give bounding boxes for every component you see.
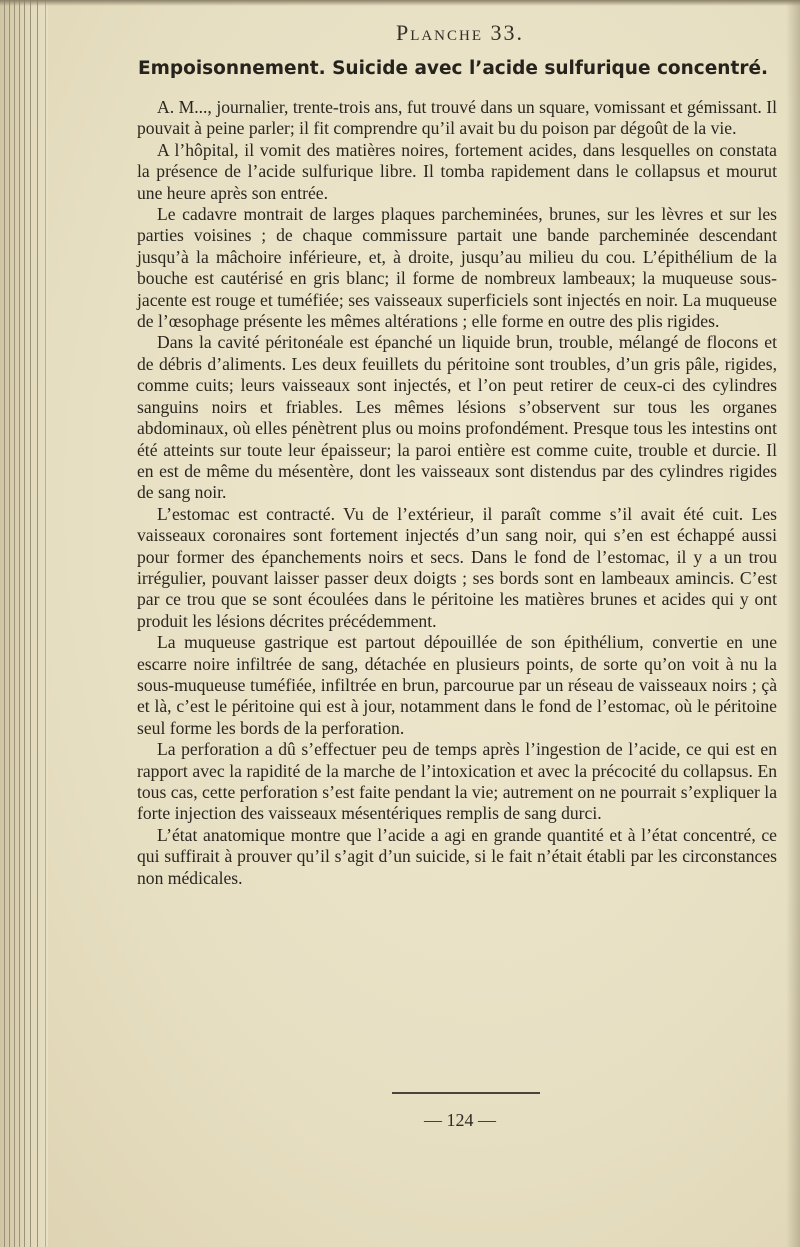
paragraph: A. M..., journalier, trente-trois ans, fut trouvé dans un square, vomissant et gémissant. Il pouvait à peine parler; il fit comprendre qu’il avait bu du poison par dégoût de la vie. bbox=[137, 97, 777, 139]
section-heading: Empoisonnement. Suicide avec l’acide sulfurique concentré. bbox=[137, 58, 769, 79]
paragraph: La muqueuse gastrique est partout dépouillée de son épithélium, convertie en une escarre noire infiltrée de sang, détachée en plusieurs points, de sorte qu’on voit à nu la sous-muqueuse tuméfiée, infiltrée en brun, parcourue par un réseau de vaisseaux noirs ; çà et là, c’est le péritoine qui est à jour, notamment dans le fond de l’estomac, où le péritoine seul forme les bords de la perforation. bbox=[137, 632, 777, 738]
page-binding-edge bbox=[0, 0, 48, 1247]
paragraph: La perforation a dû s’effectuer peu de temps après l’ingestion de l’acide, ce qui est en rapport avec la rapidité de la marche de l’intoxication et avec la précocité du collapsus. En tous cas, cette perforation s’est faite pendant la vie; autrement on ne pourrait s’expliquer la forte injection des vaisseaux mésentériques remplis de sang durci. bbox=[137, 739, 777, 824]
body-text bbox=[137, 97, 777, 889]
paragraph: L’estomac est contracté. Vu de l’extérieur, il paraît comme s’il avait été cuit. Les vaisseaux coronaires sont fortement injectés d’un sang noir, qui s’en est échappé aussi pour former des épanchements noirs et secs. Dans le fond de l’estomac, il y a un trou irrégulier, pouvant laisser passer deux doigts ; ses bords sont en lambeaux amincis. C’est par ce trou que se sont écoulées dans le péritoine les matières brunes et acides qui y ont produit les lésions décrites précédemment. bbox=[137, 503, 777, 631]
plate-title: Planche 33. bbox=[395, 20, 525, 45]
paragraph: L’état anatomique montre que l’acide a agi en grande quantité et à l’état concentré, ce qui suffirait à prouver qu’il s’agit d’un suicide, si le fait n’était établi par les circonstances non médicales. bbox=[137, 824, 777, 888]
paragraph: Dans la cavité péritonéale est épanché un liquide brun, trouble, mélangé de flocons et de débris d’aliments. Les deux feuillets du péritoine sont troubles, d’un gris pâle, rigides, comme cuits; leurs vaisseaux sont injectés, et l’on peut retirer de ceux-ci des cylindres sanguins noirs et friables. Les mêmes lésions s’observent sur tous les organes abdominaux, où elles pénètrent plus ou moins profondément. Presque tous les intestins ont été atteints sur toute leur épaisseur; la paroi entière est comme cuite, trouble et durcie. Il en est de même du mésentère, dont les vaisseaux sont distendus par des cylindres rigides de sang noir. bbox=[137, 332, 777, 503]
paragraph: Le cadavre montrait de larges plaques parcheminées, brunes, sur les lèvres et sur les parties voisines ; de chaque commissure partait une bande parcheminée descendant jusqu’à la mâchoire inférieure, et, à droite, jusqu’au milieu du cou. L’épithélium de la bouche est cautérisé en gris blanc; il forme de nombreux lambeaux; la muqueuse sous-jacente est rouge et tuméfiée; ses vaisseaux superficiels sont injectés en noir. La muqueuse de l’œsophage présente les mêmes altérations ; elle forme en outre des plis rigides. bbox=[137, 204, 777, 332]
footer-divider bbox=[392, 1092, 540, 1094]
page-number: — 124 — bbox=[424, 1110, 496, 1130]
page-right-shadow bbox=[786, 0, 800, 1247]
paragraph: A l’hôpital, il vomit des matières noires, fortement acides, dans lesquelles on constata la présence de l’acide sulfurique libre. Il tomba rapidement dans le collapsus et mourut une heure après son entrée. bbox=[137, 139, 777, 203]
page-top-shadow bbox=[0, 0, 800, 6]
